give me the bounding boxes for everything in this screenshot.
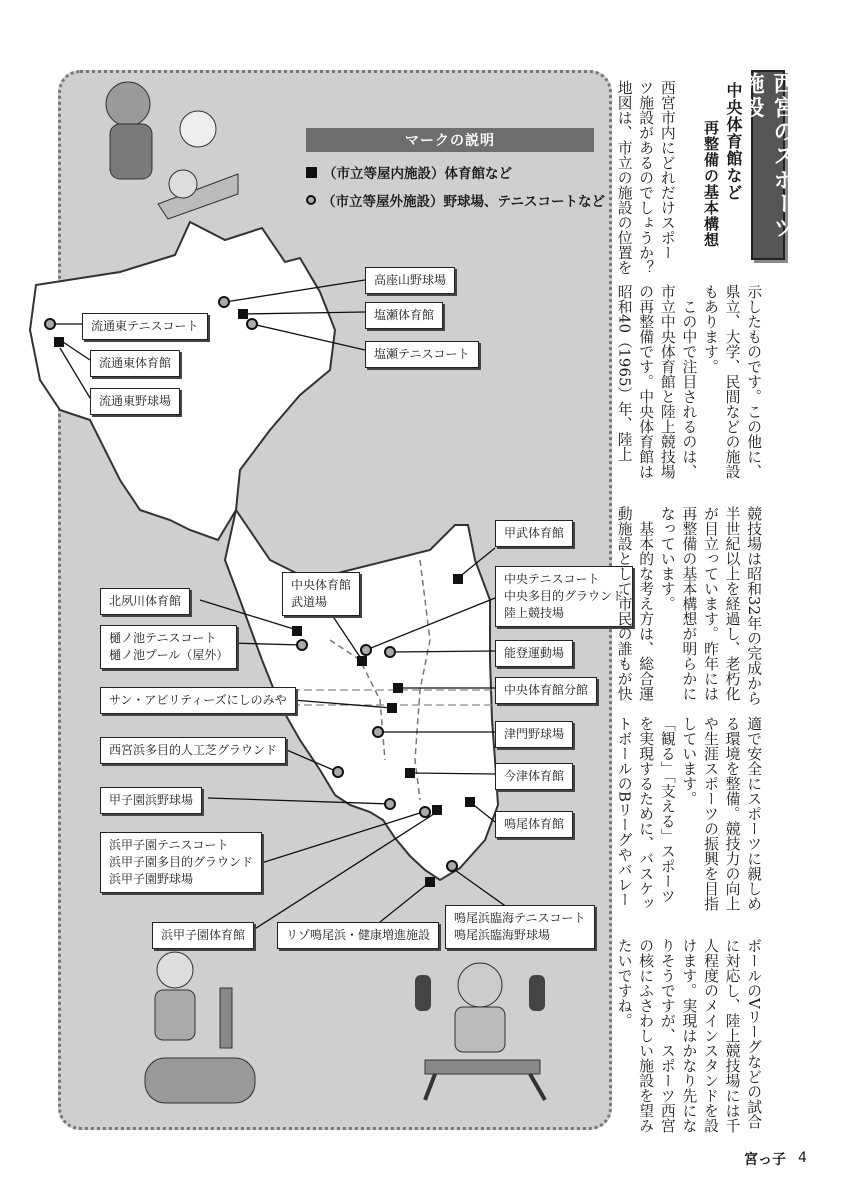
- legend-indoor: [306, 162, 512, 182]
- label-kitashukugawa-gym: 北夙川体育館: [100, 588, 190, 615]
- label-ryutsu-baseball: 流通東野球場: [90, 388, 180, 415]
- label-naruo-gym: 鳴尾体育館: [495, 811, 573, 838]
- article-column-4: 適で安全にスポーツに親しめ る環境を整備。競技力の向上 や生涯スポーツの振興を目指 しています。 「観る」「支える」スポーツ を実現するために、バスケッ トボールのBリーグやバレー: [615, 716, 763, 911]
- circle-marker-icon: [306, 195, 316, 205]
- label-line: 中央多目的グラウンド: [504, 589, 625, 603]
- legend-outdoor-text: （市立等屋外施設）野球場、テニスコートなど: [322, 194, 605, 210]
- article-column-5: ボールのVリーグなどの試合 に対応し、陸上競技場には千 人程度のメインスタンドを設 けます。実現はかなり先にな りそうですが、スポーツ西宮 の核にふさわしい施設を望み たいですね。: [615, 938, 763, 1133]
- label-kobu-gym: 甲武体育館: [495, 520, 573, 547]
- article-column-3: 競技場は昭和32年の完成から 半世紀以上を経過し、老朽化 が目立っています。昨年には 再整備の基本構想が明らかに なっています。 基本的な考え方は、総合運 動施設として市民の誰もが快: [615, 506, 763, 706]
- label-nishinomiyahama: 西宮浜多目的人工芝グラウンド: [100, 737, 286, 764]
- label-line: 中央体育館: [291, 578, 352, 592]
- article-subtitle-1: 中央体育館など: [724, 82, 743, 201]
- legend-indoor-text: （市立等屋内施設）体育館など: [323, 166, 512, 182]
- weight-bench-illustration: [405, 955, 555, 1105]
- legend-outdoor: [306, 190, 605, 210]
- article-column-2: 示したものです。この他に、 県立、大学、民間などの施設 もあります。 この中で注目されるのは、 市立中央体育館と陸上競技場 の再整備です。中央体育館は 昭和40（1965）年、陸上: [615, 284, 763, 479]
- label-shiose-gym: 塩瀬体育館: [365, 302, 443, 329]
- label-line: 浜甲子園多目的グラウンド: [109, 855, 254, 869]
- label-tsutomon: 津門野球場: [495, 721, 573, 748]
- square-marker-icon: [306, 167, 317, 178]
- label-line: 陸上競技場: [504, 606, 565, 620]
- label-line: 鳴尾浜臨海野球場: [454, 928, 551, 942]
- label-chuo-gym: [282, 572, 360, 616]
- label-line: 浜甲子園野球場: [109, 872, 194, 886]
- article-subtitle-2: 再整備の基本構想: [702, 120, 720, 248]
- label-chuo-annex: 中央体育館分館: [495, 677, 597, 704]
- publication-name: 宮っ子: [744, 1152, 786, 1168]
- label-takakurayama: 高座山野球場: [365, 267, 455, 294]
- label-hinoike: [100, 625, 237, 669]
- baseball-players-illustration: [88, 74, 248, 224]
- article-title: 西宮のスポーツ施設: [751, 70, 785, 260]
- label-noto: 能登運動場: [495, 640, 573, 667]
- label-ryutsu-gym: 流通東体育館: [90, 350, 180, 377]
- label-line: 鳴尾浜臨海テニスコート: [454, 911, 586, 925]
- label-line: 中央テニスコート: [504, 572, 600, 586]
- label-hamakoshien-gym: 浜甲子園体育館: [152, 922, 254, 949]
- article-column-1: 西宮市内にどれだけスポー ツ施設があるのでしょうか？ 地図は、市立の施設の位置を: [615, 80, 676, 275]
- label-koshienhama-baseball: 甲子園浜野球場: [100, 787, 202, 814]
- exercise-bike-illustration: [125, 948, 275, 1118]
- label-naruohama: [445, 905, 595, 949]
- label-line: 浜甲子園テニスコート: [109, 838, 229, 852]
- label-line: 武道場: [291, 595, 328, 609]
- label-line: 樋ノ池テニスコート: [109, 631, 217, 645]
- label-line: 樋ノ池プール（屋外）: [109, 648, 229, 662]
- legend-heading: マークの説明: [306, 128, 594, 152]
- label-sun-ability: サン・アビリティーズにしのみや: [100, 687, 296, 714]
- label-shiose-tennis: 塩瀬テニスコート: [365, 341, 479, 368]
- north-area-shape: [30, 222, 335, 540]
- label-ryutsu-tennis: 流通東テニスコート: [82, 313, 208, 340]
- label-imazu: 今津体育館: [495, 763, 573, 790]
- label-rizo: リゾ鳴尾浜・健康増進施設: [277, 922, 439, 949]
- label-hamakoshien: [100, 832, 262, 893]
- page-number: 4: [798, 1150, 807, 1166]
